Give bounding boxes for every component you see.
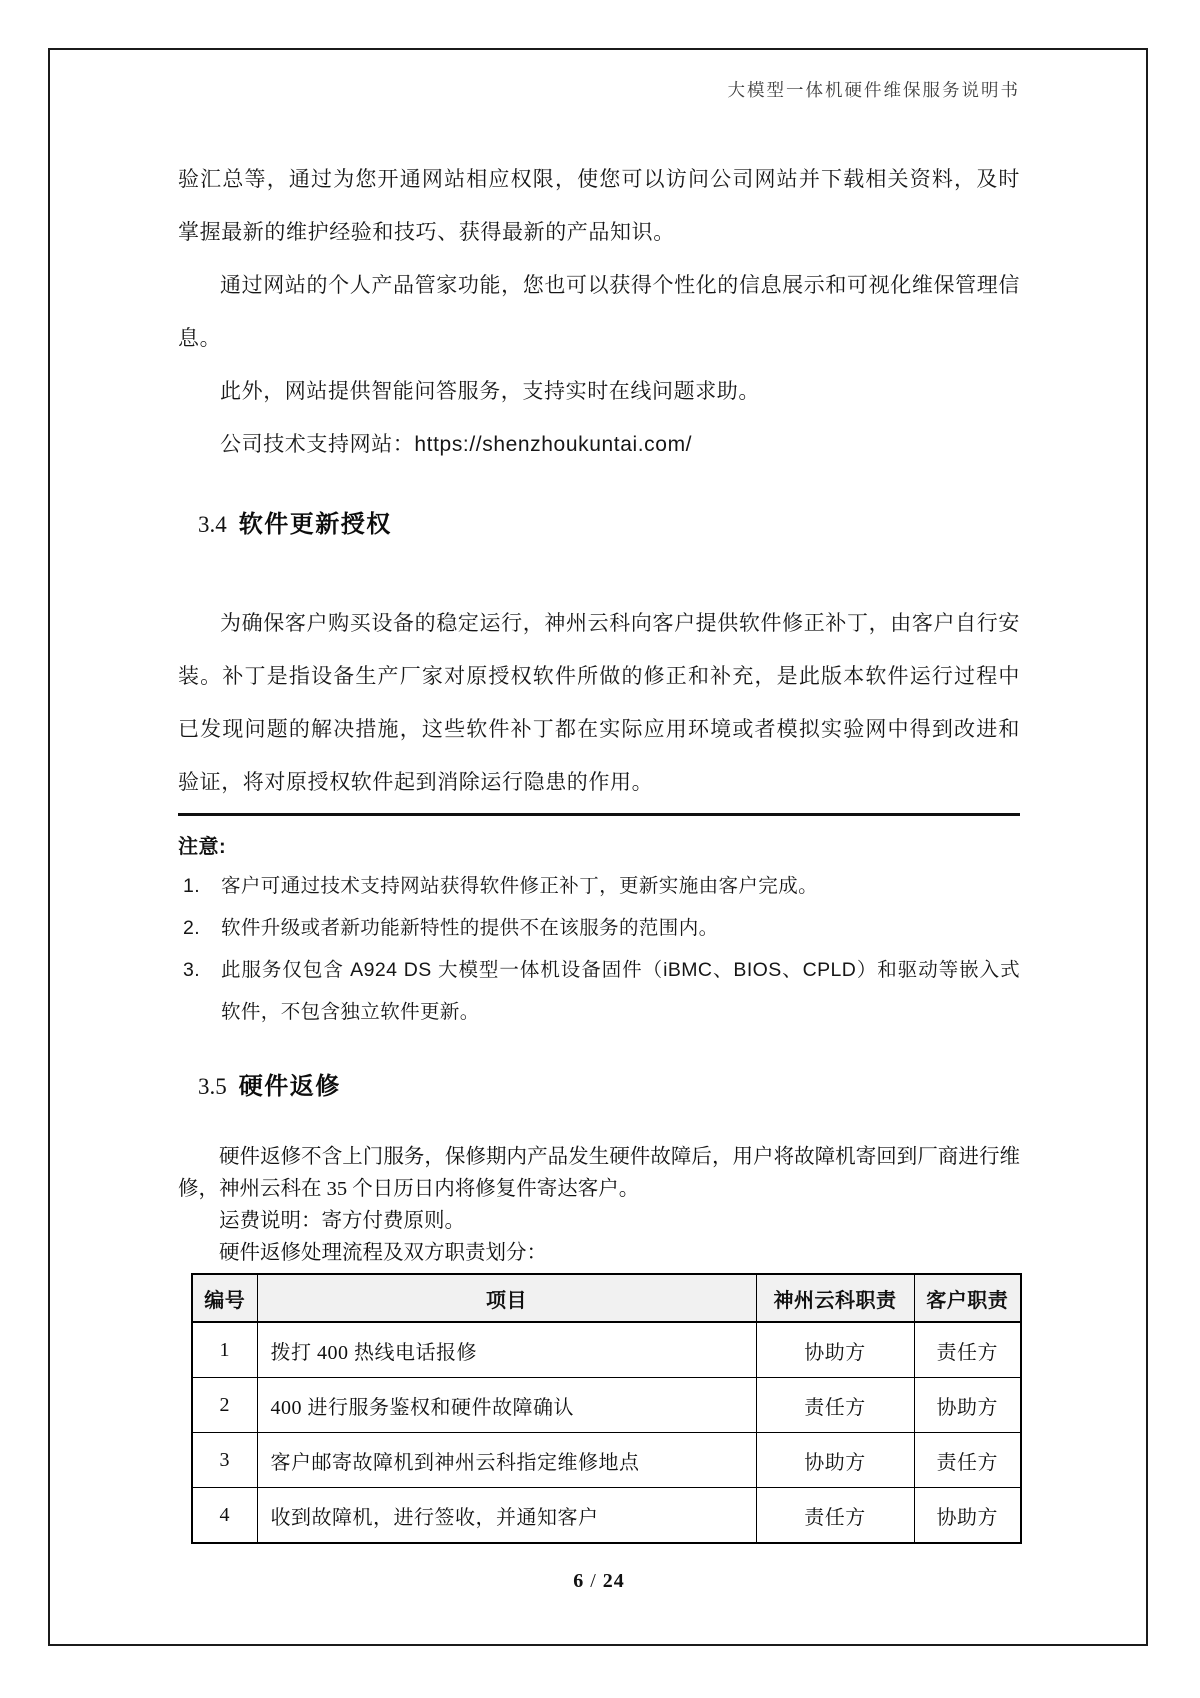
support-site-url: https://shenzhoukuntai.com/ [414, 433, 693, 456]
cell-item: 400 进行服务鉴权和硬件故障确认 [257, 1378, 756, 1433]
cell-item: 拨打 400 热线电话报修 [257, 1322, 756, 1378]
table-row [192, 1378, 1021, 1433]
section-3-4-heading [198, 510, 1020, 543]
intro-paragraph-3: 此外，网站提供智能问答服务，支持实时在线问题求助。 [220, 380, 760, 403]
intro-section [178, 153, 1020, 471]
note-list [178, 865, 1020, 1033]
section-3-5-title: 硬件返修 [238, 1073, 341, 1100]
cell-item: 客户邮寄故障机到神州云科指定维修地点 [257, 1433, 756, 1488]
note-item-text: 客户可通过技术支持网站获得软件修正补丁，更新实施由客户完成。 [221, 875, 819, 897]
page-footer [178, 1570, 1020, 1593]
page-content [50, 77, 1146, 1593]
note-label: 注意: [178, 836, 227, 858]
cell-id: 2 [192, 1378, 257, 1433]
cell-customer-duty: 协助方 [914, 1488, 1021, 1544]
cell-customer-duty: 协助方 [914, 1378, 1021, 1433]
cell-customer-duty: 责任方 [914, 1322, 1021, 1378]
table-row [192, 1322, 1021, 1378]
table-row [192, 1433, 1021, 1488]
intro-paragraph-2: 通过网站的个人产品管家功能，您也可以获得个性化的信息展示和可视化维保管理信息。 [178, 274, 1020, 350]
cell-id: 4 [192, 1488, 257, 1544]
note-divider [178, 813, 1020, 816]
cell-id: 1 [192, 1322, 257, 1378]
note-item-text: 软件升级或者新功能新特性的提供不在该服务的范围内。 [221, 917, 719, 939]
support-site-label: 公司技术支持网站： [220, 433, 415, 456]
cell-vendor-duty: 责任方 [756, 1488, 914, 1544]
footer-page-number: 6 [573, 1570, 585, 1592]
note-item-text: 此服务仅包含 A924 DS 大模型一体机设备固件（iBMC、BIOS、CPLD）和驱动等嵌入式软件，不包含独立软件更新。 [221, 959, 1020, 1023]
header-cell-customer-duty: 客户职责 [914, 1274, 1021, 1322]
table-caption: 硬件返修处理流程及双方职责划分： [219, 1242, 547, 1264]
note-item [178, 949, 1020, 1033]
section-3-4-number: 3.4 [198, 512, 227, 537]
support-site-line [178, 418, 1020, 471]
section-3-5-heading [198, 1072, 1020, 1105]
shipping-note: 运费说明：寄方付费原则。 [219, 1210, 465, 1232]
section-3-4-body: 为确保客户购买设备的稳定运行，神州云科向客户提供软件修正补丁，由客户自行安装。补丁是指设备生产厂家对原授权软件所做的修正和补充，是此版本软件运行过程中已发现问题的解决措施，这些软件补丁都在实际应用环境或者模拟实验网中得到改进和验证，将对原授权软件起到消除运行隐患的作用。 [178, 612, 1020, 794]
note-item-number: 2. [183, 917, 201, 939]
table-header-row [192, 1274, 1021, 1322]
section-3-5-paragraph-1: 硬件返修不含上门服务，保修期内产品发生硬件故障后，用户将故障机寄回到厂商进行维修，神州云科在 35 个日历日内将修复件寄达客户。 [178, 1146, 1020, 1200]
footer-separator: / [590, 1570, 597, 1592]
section-3-5-number: 3.5 [198, 1074, 227, 1099]
note-item-number: 3. [183, 959, 201, 981]
document-title: 大模型一体机硬件维保服务说明书 [727, 80, 1020, 100]
cell-vendor-duty: 责任方 [756, 1378, 914, 1433]
header-cell-item: 项目 [257, 1274, 756, 1322]
footer-total-pages: 24 [602, 1570, 625, 1592]
section-3-4-title: 软件更新授权 [238, 511, 392, 538]
note-item [178, 907, 1020, 949]
note-item [178, 865, 1020, 907]
cell-customer-duty: 责任方 [914, 1433, 1021, 1488]
running-header [178, 77, 1020, 102]
cell-id: 3 [192, 1433, 257, 1488]
header-cell-vendor-duty: 神州云科职责 [756, 1274, 914, 1322]
page-frame [48, 48, 1148, 1646]
cell-vendor-duty: 协助方 [756, 1433, 914, 1488]
note-item-number: 1. [183, 875, 201, 897]
intro-paragraph-1: 验汇总等，通过为您开通网站相应权限，使您可以访问公司网站并下载相关资料，及时掌握最新的维护经验和技巧、获得最新的产品知识。 [178, 168, 1020, 244]
cell-vendor-duty: 协助方 [756, 1322, 914, 1378]
header-cell-id: 编号 [192, 1274, 257, 1322]
table-row [192, 1488, 1021, 1544]
cell-item: 收到故障机，进行签收，并通知客户 [257, 1488, 756, 1544]
section-3-5-body [178, 1141, 1020, 1269]
repair-process-table [191, 1273, 1022, 1544]
